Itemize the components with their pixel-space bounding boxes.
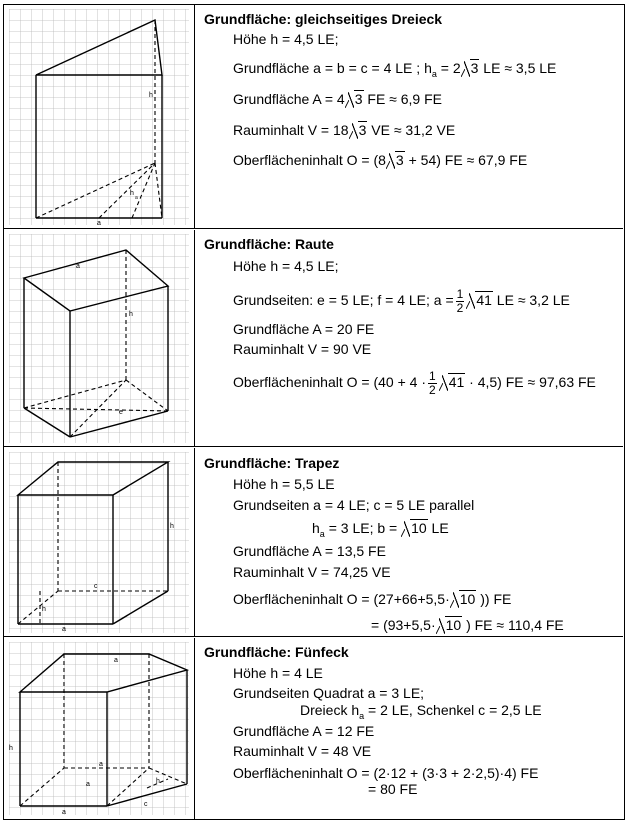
oberflaeche-line: Oberflächeninhalt O = (40 + 4 · $\frac{1}{2}$ 41 · 4,5) FE ≈ 97,63 FE <box>233 369 596 397</box>
label-a: a <box>76 263 80 270</box>
text-trapezoid-prism <box>196 448 623 636</box>
oberflaeche-line: Oberflächeninhalt O = (8 3 + 54) FE ≈ 67,9 FE <box>233 152 528 168</box>
oberflaeche-line: Oberflächeninhalt O = (27+66+5,5· 10 )) FE <box>233 591 512 607</box>
hoehe-line: Höhe h = 4 LE <box>233 665 323 681</box>
label-e: e <box>119 409 123 416</box>
heading: Grundfläche: Trapez <box>204 455 340 471</box>
grid <box>9 234 189 443</box>
label-c: c <box>94 583 98 590</box>
row-trapezoid-prism <box>4 448 623 637</box>
figure-trapezoid-prism <box>4 448 195 636</box>
label-a: a <box>62 626 66 633</box>
grundseiten-line: Grundseiten Quadrat a = 3 LE; <box>233 685 425 701</box>
heading: Grundfläche: gleichseitiges Dreieck <box>204 11 443 27</box>
label-h: h <box>170 523 174 530</box>
prism-table <box>3 4 625 820</box>
grundflaeche-line: Grundfläche A = 4 3 FE ≈ 6,9 FE <box>233 91 442 107</box>
figure-pentagon-prism <box>4 638 195 819</box>
trapezoid-prism-drawing <box>4 448 194 637</box>
row-pentagon-prism <box>4 638 623 819</box>
grundflaeche-line: Grundfläche A = 20 FE <box>233 321 375 337</box>
row-rhombus-prism <box>4 230 623 447</box>
label-a-mid: a <box>99 761 103 768</box>
grundflaeche-line: Grundfläche A = 13,5 FE <box>233 543 386 559</box>
row-triangle-prism <box>4 5 623 229</box>
label-a-bottom: a <box>62 809 66 816</box>
grundseiten-line: Grundseiten: e = 5 LE; f = 4 LE; a = $\frac{1}{2}$ 41 LE ≈ 3,2 LE <box>233 287 570 315</box>
dreieck-line: Dreieck $h_a = 2$ LE, Schenkel c = 2,5 LE <box>300 702 542 721</box>
label-ha: h <box>130 190 134 197</box>
text-triangle-prism <box>196 5 623 228</box>
oberflaeche-line: Oberflächeninhalt O = (2·12 + (3·3 + 2·2,5)·4) FE <box>233 765 539 781</box>
text-pentagon-prism <box>196 638 623 819</box>
heading: Grundfläche: Raute <box>204 236 334 252</box>
grundflaeche-line: Grundfläche A = 12 FE <box>233 723 375 739</box>
rauminhalt-line: Rauminhalt V = 90 VE <box>233 341 372 357</box>
label-ha-sub: a <box>135 195 138 201</box>
figure-rhombus-prism <box>4 230 195 446</box>
label-h: h <box>129 311 133 318</box>
text-rhombus-prism <box>196 230 623 446</box>
label-c: c <box>144 801 148 808</box>
grid <box>9 452 189 633</box>
rhombus-prism-drawing <box>4 230 194 447</box>
grundflaeche-seiten-line: Grundfläche a = b = c = 4 LE ; $h_a = 2$ 3 LE ≈ 3,5 LE <box>233 60 557 79</box>
label-a: a <box>97 220 101 227</box>
oberflaeche-result-line: = 80 FE <box>368 781 418 797</box>
label-h: h <box>149 92 153 99</box>
hoehe-line: Höhe h = 5,5 LE <box>233 476 335 492</box>
pentagon-prism-drawing <box>4 638 194 819</box>
triangle-prism-drawing <box>4 5 194 229</box>
rauminhalt-line: Rauminhalt V = 74,25 VE <box>233 564 391 580</box>
ha-b-line: $h_a = 3$ LE; b = 10 LE <box>312 520 449 539</box>
label-ha: h <box>42 606 46 613</box>
rauminhalt-line: Rauminhalt V = 48 VE <box>233 743 372 759</box>
label-a-top: a <box>114 657 118 664</box>
heading: Grundfläche: Fünfeck <box>204 644 349 660</box>
figure-triangle-prism <box>4 5 195 228</box>
label-ha: h <box>156 778 160 785</box>
hoehe-line: Höhe h = 4,5 LE; <box>233 31 339 47</box>
label-h: h <box>9 745 13 752</box>
oberflaeche-result-line: = (93+5,5· 10 ) FE ≈ 110,4 FE <box>371 617 564 633</box>
grundseiten-line: Grundseiten a = 4 LE; c = 5 LE parallel <box>233 497 475 513</box>
rauminhalt-line: Rauminhalt V = 18 3 VE ≈ 31,2 VE <box>233 122 456 138</box>
label-a-inner: a <box>86 781 90 788</box>
grid <box>9 642 189 815</box>
hoehe-line: Höhe h = 4,5 LE; <box>233 258 339 274</box>
